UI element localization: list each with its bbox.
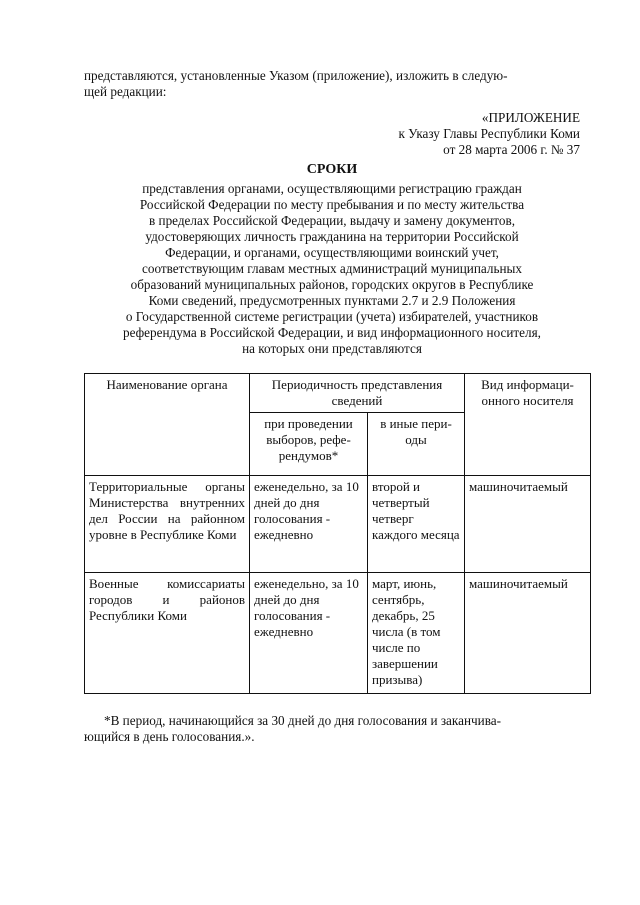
intro-line: щей редакции:: [84, 84, 167, 99]
appendix-reference: к Указу Главы Республики Коми: [398, 126, 580, 141]
row-organ: Территориальные органы Министерства внутренних дел России на районном уровне в Республике Коми: [85, 476, 250, 573]
appendix-label: «ПРИЛОЖЕНИЕ: [481, 110, 580, 125]
row-other: второй и четвертый четверг каждого месяца: [368, 476, 465, 573]
document-title: СРОКИ: [306, 162, 358, 177]
subtitle-line: соответствующим главам местных администраций муниципальных: [142, 261, 522, 276]
header-other: в иные пери- оды: [368, 413, 465, 476]
row-other: март, июнь, сентябрь, декабрь, 25 числа (в том числе по завершении призыва): [368, 573, 465, 694]
footnote: [84, 713, 580, 745]
subtitle-line: образований муниципальных районов, городских округов в Республике: [130, 277, 534, 292]
subtitle-line: представления органами, осуществляющими регистрацию граждан: [142, 181, 522, 196]
document-subtitle: [84, 181, 580, 357]
table-row: [85, 476, 591, 573]
subtitle-line: о Государственной системе регистрации (учета) избирателей, участников: [125, 309, 539, 324]
footnote-line: *В период, начинающийся за 30 дней до дня голосования и заканчива-: [104, 713, 501, 728]
intro-paragraph: [84, 68, 580, 100]
row-election: еженедельно, за 10 дней до дня голосования - ежедневно: [250, 476, 368, 573]
subtitle-line: Федерации, и органами, осуществляющими воинский учет,: [165, 245, 499, 260]
row-election: еженедельно, за 10 дней до дня голосования - ежедневно: [250, 573, 368, 694]
subtitle-line: Российской Федерации по месту пребывания и по месту жительства: [139, 197, 525, 212]
header-medium: Вид информаци- онного носителя: [465, 374, 591, 476]
subtitle-line: удостоверяющих личность гражданина на территории Российской: [145, 229, 519, 244]
intro-line: представляются, установленные Указом (приложение), изложить в следую-: [84, 68, 508, 83]
row-medium: машиночитаемый: [465, 476, 591, 573]
subtitle-line: в пределах Российской Федерации, выдачу и замену документов,: [148, 213, 515, 228]
header-periodicity: Периодичность представления сведений: [250, 374, 465, 413]
subtitle-line: Коми сведений, предусмотренных пунктами 2.7 и 2.9 Положения: [148, 293, 516, 308]
row-medium: машиночитаемый: [465, 573, 591, 694]
appendix-header: [300, 110, 580, 158]
appendix-date: от 28 марта 2006 г. № 37: [443, 142, 580, 157]
terms-table: [84, 373, 591, 694]
row-organ: Военные комиссариаты городов и районов Республики Коми: [85, 573, 250, 694]
header-election: при проведении выборов, рефе- рендумов*: [250, 413, 368, 476]
table-row: [85, 573, 591, 694]
subtitle-line: референдума в Российской Федерации, и вид информационного носителя,: [123, 325, 541, 340]
subtitle-line: на которых они представляются: [242, 341, 422, 356]
footnote-line: ющийся в день голосования.».: [84, 729, 255, 744]
table-header-row: [85, 374, 591, 413]
header-organ: Наименование органа: [85, 374, 250, 476]
